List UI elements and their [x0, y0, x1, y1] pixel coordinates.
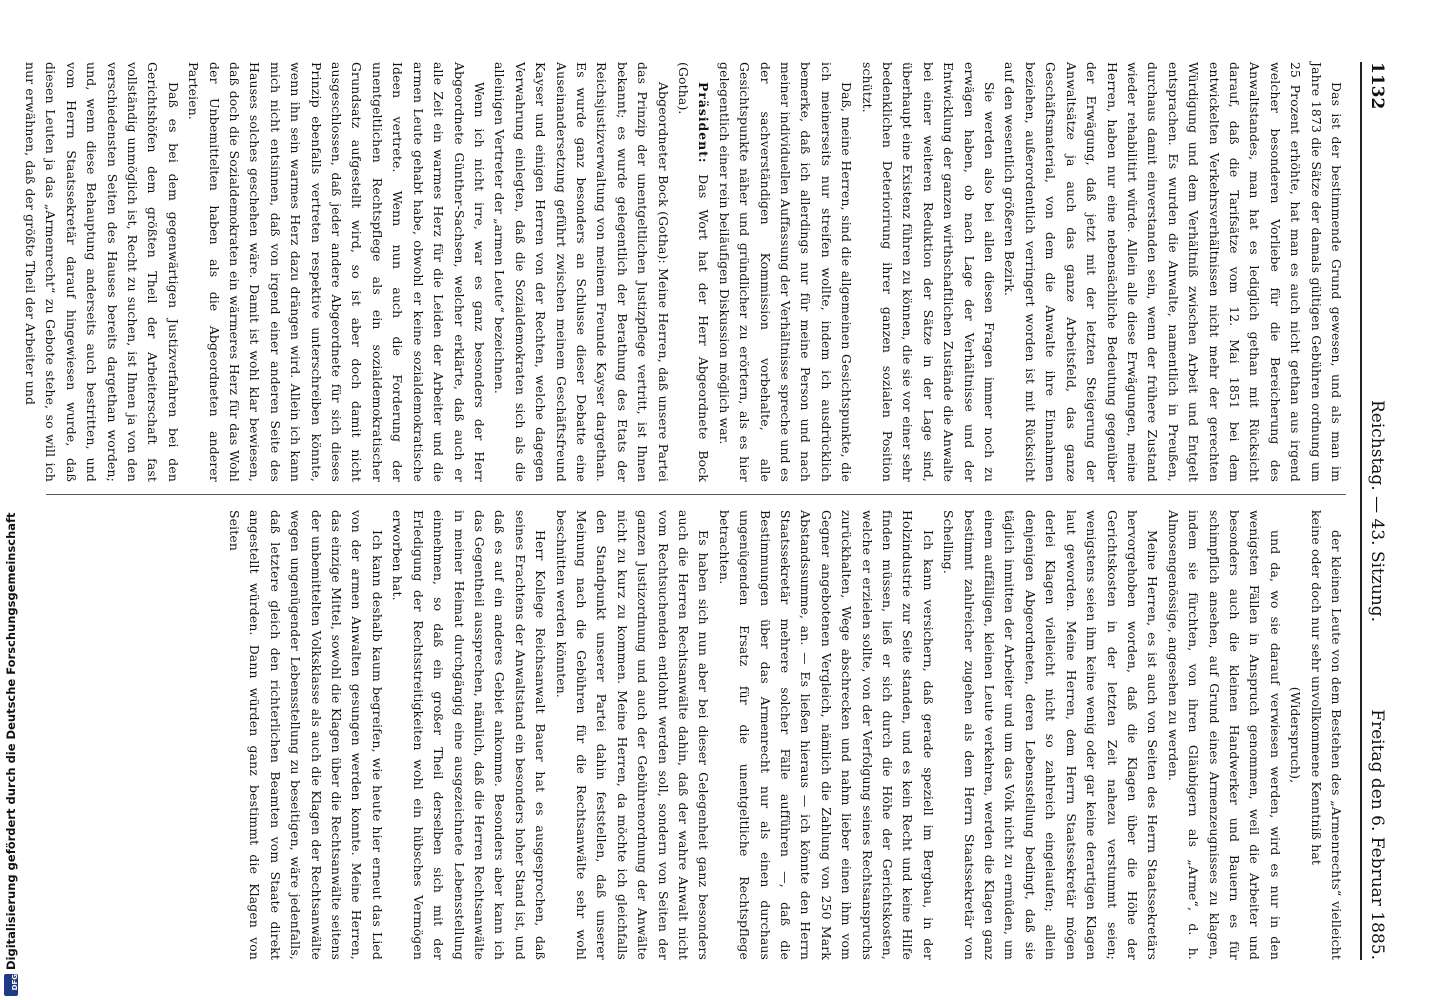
right-column: [46, 510, 1346, 960]
page-number: 1132: [1367, 62, 1387, 110]
paragraph: der kleinen Leute von dem Bestehen des „Armenrechts“ vielleicht keine oder doch nur sehr unvollkommene Kenntniß hat: [1308, 510, 1344, 960]
left-column: [23, 62, 1346, 482]
running-title: Reichstag. — 43. Sitzung.: [1367, 399, 1387, 623]
dfg-logo: [4, 974, 18, 996]
paragraph: Daß, meine Herren, sind die allgemeinen Gesichtspunkte, die ich meinerseits nur streifen wollte, indem ich ausdrücklich bemerke, daß ich allerdings nur für meine Person und nach meiner individuellen Auffassung der Verhältnisse spreche und es der sachverständigen Kommission vorbehalte, alle Gesichtspunkte näher und gründlicher zu erörtern, als es hier gelegentlich einer rein beiläufigen Diskussion möglich war.: [716, 62, 855, 482]
paragraph: Wenn ich nicht irre, war es ganz besonders der Herr Abgeordnete Günther-Sachsen, welcher erklärte, daß auch er alle Zeit ein warmes Herz für die Leiden der Arbeiter und die armen Leute gehabt habe, obwohl er keine sozialdemokratische Ideen vertrete. Wenn nun auch die Forderung der unentgeltlichen Rechtspflege als ein sozialdemokratischer Grundsatz aufgestellt wird, so ist aber doch damit nicht ausgeschlossen, daß jeder andere Abgeordnete für sich dieses Prinzip ebenfalls vertreten respektive unterschreiben könnte, wenn ihn sein warmes Herz dazu drängen wird. Allein ich kann mich nicht entsinnen, daß von irgend einer anderen Seite des Hauses solches geschehen wäre. Damit ist wohl klar bewiesen, daß doch die Sozialdemokraten ein wärmeres Herz für das Wohl der Unbemittelten haben als die Abgeordneten anderer Parteien.: [186, 62, 487, 482]
paragraph: Ich kann versichern, daß gerade speziell im Bergbau, in der Holzindustrie zur Seite standen, und es kein Recht und keine Hilfe finden müssen, ließ er sich durch die Höhe der Gerichtskosten, welche er erzielen sollte, von der Verfolgung seines Rechtsanspruchs zurückhalten, Wege abschrecken und nahm lieber einen ihm vom Gegner angebotenen Vergleich, nämlich die Zahlung von 250 Mark Abstandssumme, an. — Es ließen hieraus — ich könnte den Herrn Staatssekretär mehrere solcher Fälle aufführen —, daß die Bestimmungen über das Armenrecht nur als einen durchaus ungenügenden Ersatz für die unentgeltliche Rechtspflege betrachten.: [716, 510, 936, 960]
paragraph: Das ist der bestimmende Grund gewesen, und als man im Jahre 1873 die Sätze der damals gültigen Gebühren ordnung um 25 Prozent erhöhte, hat man es auch nicht gethan aus irgend welcher besonderen Vorliebe für die Bereicherung des Anwaltstandes, man hat es lediglich gethan mit Rücksicht darauf, daß die Tarifsätze vom 12. Mai 1851 bei dem entwickelten Verkehrsverhältnissen nicht mehr der gerechten Würdigung und dem Verhältniß zwischen Arbeit und Entgelt entsprachen. Es wurden die Anwalte, namentlich in Preußen, durchaus damit einverstanden sein, wenn der frühere Zustand wieder rehabilitirt würde. Allein alle diese Erwägungen, meine Herren, haben nur eine nebensächliche Bedeutung gegenüber der Erwägung, daß jetzt mit der letzten Steigerung der Anwaltsätze ja auch das ganze Arbeitsfeld, das ganze Geschäftsmaterial, von dem die Anwalte ihre Einnahmen beziehen, außerordentlich verringert worden ist mit Rücksicht auf den wesentlich größeren Bezirk.: [1002, 62, 1344, 482]
digitization-credit: Digitalisierung gefördert durch die Deutsche Forschungsgemeinschaft: [4, 512, 18, 970]
paragraph: Präsident: Das Wort hat der Herr Abgeordnete Bock (Gotha).: [676, 62, 712, 482]
paragraph: Es haben sich nun aber bei dieser Gelegenheit ganz besonders auch die Herren Rechtsanwälte dahin, daß der wahre Anwalt nicht vom Rechtsuchenden entlohnt werden soll, sondern von Seiten der ganzen Justizordnung und auch der Gebührenordnung der Anwälte nicht zu kurz zu kommen. Meine Herren, da möchte ich gleichfalls den Standpunkt unserer Partei dahin feststellen, daß unserer Meinung nach die Gebühren für die Rechtsanwälte sehr wohl beschnitten werden könnten.: [553, 510, 712, 960]
paragraph: und da, wo sie darauf verwiesen werden, wird es nur in den wenigsten Fällen in Anspruch genommen, weil die Arbeiter und besonders auch die kleinen Handwerker und Bauern es für schimpflich ansehen, auf Grund eines Armenzeugnisses zu klagen, indem sie fürchten, von ihren Gläubigern als „Arme“, d. h. Almosengenössige, angesehen zu werden.: [1165, 510, 1283, 960]
paragraph: Daß es bei dem gegenwärtigen Justizverfahren bei den Gerichtshöfen dem größten Theil der Arbeiterschaft fast vollständig unmöglich ist, Recht zu suchen, ist Ihnen ja von den verschiedensten Seiten des Hauses bereits dargethan worden; und, wenn diese Behauptung anderseits auch bestritten, und vom Herrn Staatssekretär darauf hingewiesen wurde, daß diesen Leuten ja das „Armenrecht“ zu Gebote stehe, so will ich nur erwähnen, daß der größte Theil der Arbeiter und: [23, 62, 181, 482]
dfg-logo-text: DFG: [11, 974, 19, 991]
paragraph: Sie werden also bei allen diesen Fragen immer noch zu erwägen haben, ob nach Lage der Verhältnisse und der Entwicklung der ganzen wirthschaftlichen Zustände die Anwalte bei einer weiteren Reduktion der Sätze in der Lage sind, überhaupt eine Existenz führen zu können, die sie vor einer sehr bedenklichen Deteriorirung ihrer ganzen sozialen Position schützt.: [859, 62, 998, 482]
session-date: Freitag den 6. Februar 1885.: [1367, 709, 1387, 960]
paragraph: (Widerspruch),: [1288, 686, 1304, 784]
column-divider: [46, 494, 1346, 495]
paragraph: Meine Herren, es ist auch von Seiten des Herrn Staatssekretärs hervorgehoben worden, daß die Klagen über die Höhe der Gerichtskosten in der letzten Zeit nahezu verstummt seien; wenigstens seien ihm keine wenig oder gar keine derartigen Klagen laut geworden. Meine Herren, dem Herrn Staatssekretär mögen derlei Klagen vielleicht nicht so zahlreich eingelaufen; allein denjenigen Abgeordneten, deren Lebensstellung bedingt, daß sie täglich inmitten der Arbeiter und um das Volk nicht zu ermüden, um einem auffälligen, kleinen Leute verkehren, werden die Klagen ganz bestimmt zahlreicher zugehen als dem Herrn Staatssekretär von Schelling.: [941, 510, 1161, 960]
paragraph: Abgeordneter Bock (Gotha): Meine Herren, daß unsere Partei das Prinzip der unentgeltlichen Justizpflege vertritt, ist Ihnen bekannt; es wurde gelegentlich der Berathung des Etats der Reichsjustizverwaltung von meinem Freunde Kayser dargethan. Es wurde ganz besonders an Schlusse dieser Debatte eine Auseinandersetzung geführt zwischen meinem Geschäftsfreund Kayser und einigen Herren von der Rechten, welche dagegen Verwahrung einlegten, daß die Sozialdemokraten sich als die alleinigen Vertreter der „armen Leute“ bezeichnen.: [492, 62, 671, 482]
speaker-name: Präsident:: [696, 82, 712, 164]
page-header: [1360, 62, 1392, 960]
paragraph: Ich kann deshalb kaum begreifen, wie heute hier erneut das Lied von der armen Anwalten gesungen werden konnte. Meine Herren, das einzige Mittel, sowohl die Klagen über die Rechtsanwälte seitens der unbemittelten Volksklasse als auch die Klagen der Rechtsanwälte wegen ungenügender Lebensstellung zu beseitigen, wäre jedenfalls, daß letztere gleich den richterlichen Beamten vom Staate direkt angestellt würden. Dann würden ganz bestimmt die Klagen von Seiten: [227, 510, 385, 960]
digitization-footer: [0, 0, 22, 1000]
paragraph: Herr Kollege Reichsanwalt Bauer hat es ausgesprochen, daß seines Erachtens der Anwaltstand ein besonders hoher Stand ist, und daß es auf ein anderes Gebiet ankomme. Besonders aber kann ich das Gegentheil aussprechen, nämlich, daß die Herren Rechtsanwälte in meiner Heimat durchgängig eine ausgezeichnete Lebensstellung einnehmen, so daß ein großer Theil derselben sich mit der Erledigung der Rechtsstreitigkeiten wohl ein hübsches Vermögen erworben hat.: [390, 510, 549, 960]
